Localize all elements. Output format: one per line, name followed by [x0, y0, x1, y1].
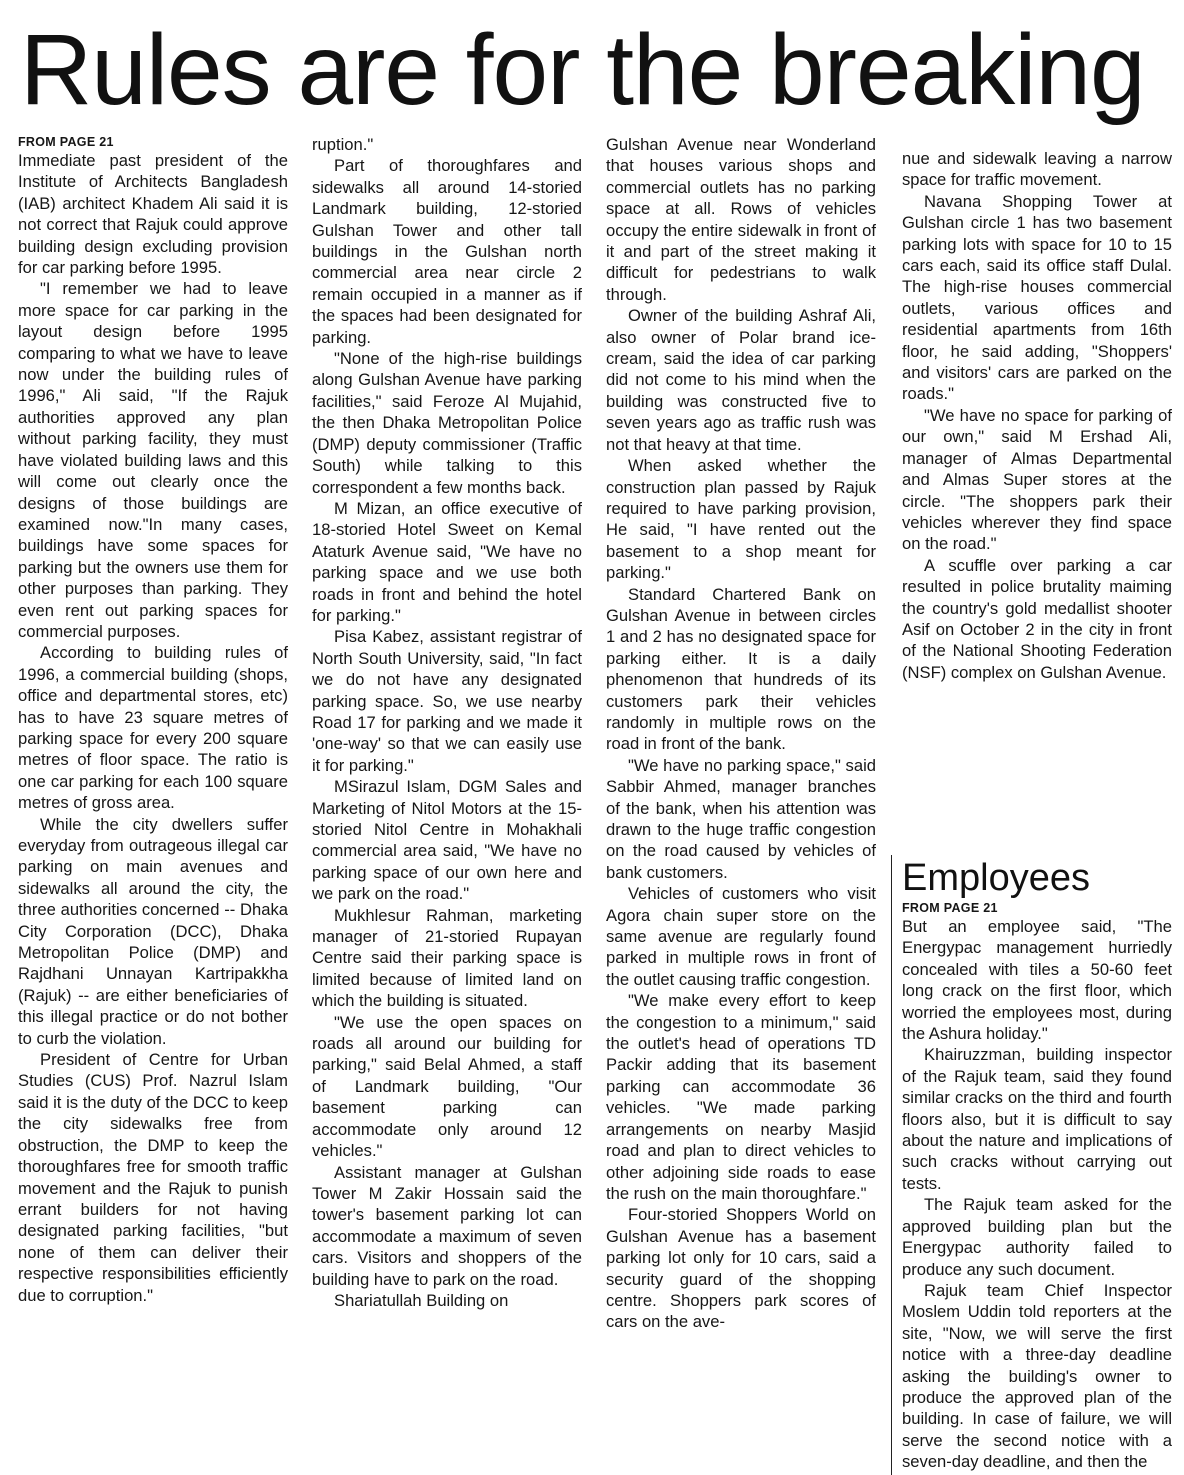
paragraph: Owner of the building Ashraf Ali, also owner of Polar brand ice-cream, said the idea of car parking did not come to his mind when the building was constructed five to seven years ago as traffic rush was not that heavy at that time. [606, 306, 876, 454]
paragraph: "We make every effort to keep the congestion to a minimum," said the outlet's head of operations TD Packir adding that its basement parking can accommodate 36 vehicles. "We made parking arrangements on nearby Masjid road and plan to direct vehicles to other adjoining side roads to ease the rush on the main thoroughfare." [606, 991, 876, 1203]
paragraph: Pisa Kabez, assistant registrar of North South University, said, "In fact we do not have any designated parking space. So, we use nearby Road 17 for parking and we made it 'one-way' so that we can easily use it for parking." [312, 627, 582, 775]
paragraph: According to building rules of 1996, a commercial building (shops, office and departmental stores, etc) has to have 23 square metres of parking space for every 200 square metres of floor space. The ratio is one car parking for each 100 square metres of gross area. [18, 643, 288, 813]
paragraph: President of Centre for Urban Studies (CUS) Prof. Nazrul Islam said it is the duty of the DCC to keep the city sidewalks free from obstruction, the DMP to keep the thoroughfares free for smooth traffic movement and the Rajuk to punish errant builders for not having designated parking facilities, "but none of them can deliver their respective responsibilities efficiently due to corruption." [18, 1050, 288, 1305]
employees-headline: Employees [902, 857, 1090, 899]
paragraph: Rajuk team Chief Inspector Moslem Uddin told reporters at the site, "Now, we will serve the first notice with a three-day deadline asking the building's owner to produce the approved plan of the building. In case of failure, we will serve the second notice with a seven-day deadline, and then the [902, 1280, 1172, 1472]
paragraph: Vehicles of customers who visit Agora chain super store on the same avenue are regularly found parked in multiple rows in front of the outlet causing traffic congestion. [606, 884, 876, 989]
employees-column [902, 900, 1172, 1475]
paragraph: Four-storied Shoppers World on Gulshan Avenue has a basement parking lot only for 10 cars, said a security guard of the shopping centre. Shoppers park scores of cars on the ave- [606, 1205, 876, 1332]
paragraph: "We use the open spaces on roads all around our building for parking," said Belal Ahmed, a staff of Landmark building, "Our basement parking can accommodate only around 12 vehicles." [312, 1012, 582, 1161]
paragraph: While the city dwellers suffer everyday from outrageous illegal car parking on main avenues and sidewalks all around the city, the three authorities concerned -- Dhaka City Corporation (DCC), Dhaka Metropolitan Police (DMP) and Rajdhani Unnayan Kartripakkha (Rajuk) -- are either beneficiaries of this illegal practice or do not bother to curb the violation. [18, 814, 288, 1048]
article-column-4 [902, 148, 1172, 858]
paragraph: When asked whether the construction plan passed by Rajuk required to have parking provision, He said, "I have rented out the basement to a shop meant for parking." [606, 456, 876, 583]
paragraph: "We have no space for parking of our own," said M Ershad Ali, manager of Almas Departmental and Almas Super stores at the circle. "The shoppers park their vehicles wherever they find space on the road." [902, 405, 1172, 554]
paragraph: Navana Shopping Tower at Gulshan circle 1 has two basement parking lots with space for 10 to 15 cars each, said its office staff Dulal. The high-rise houses commercial outlets, various offices and residential apartments from 16th floor, he said adding, "Shoppers' and visitors' cars are parked on the roads." [902, 191, 1172, 404]
paragraph: Assistant manager at Gulshan Tower M Zakir Hossain said the tower's basement parking lot can accommodate a maximum of seven cars. Visitors and shoppers of the building have to park on the road. [312, 1162, 582, 1289]
article-column-1 [18, 134, 288, 1469]
paragraph: "None of the high-rise buildings along Gulshan Avenue have parking facilities," said Feroze Al Mujahid, the then Dhaka Metropolitan Police (DMP) deputy commissioner (Traffic South) while talking to this correspondent a few months back. [312, 349, 582, 497]
article-column-3 [606, 134, 876, 1469]
headline: Rules are for the breaking [20, 14, 1145, 126]
paragraph: But an employee said, "The Energypac management hurriedly concealed with tiles a 50-60 feet long crack on the first floor, which worried the employees most, during the Ashura holiday." [902, 917, 1172, 1044]
paragraph: "We have no parking space," said Sabbir Ahmed, manager branches of the bank, when his attention was drawn to the huge traffic congestion on the road caused by vehicles of bank customers. [606, 755, 876, 882]
paragraph: M Mizan, an office executive of 18-storied Hotel Sweet on Kemal Ataturk Avenue said, "We have no parking space and we use both roads in front and behind the hotel for parking." [312, 498, 582, 625]
paragraph: ruption." [312, 135, 374, 154]
jump-label: FROM PAGE 21 [18, 135, 114, 149]
paragraph: A scuffle over parking a car resulted in police brutality maiming the country's gold medallist shooter Asif on October 2 in the city in front of the National Shooting Federation (NSF) complex on Gulshan Avenue. [902, 555, 1172, 682]
paragraph: Mukhlesur Rahman, marketing manager of 21-storied Rupayan Centre said their parking space is limited because of limited land on which the building is situated. [312, 905, 582, 1011]
paragraph: Standard Chartered Bank on Gulshan Avenue in between circles 1 and 2 has no designated space for parking either. It is a daily phenomenon that hundreds of its customers park their vehicles randomly in multiple rows on the road in front of the bank. [606, 584, 876, 754]
column-divider [891, 855, 892, 1475]
jump-label: FROM PAGE 21 [902, 901, 998, 915]
paragraph: Khairuzzman, building inspector of the Rajuk team, said they found similar cracks on the third and fourth floors also, but it is difficult to say about the nature and implications of such cracks without carrying out tests. [902, 1045, 1172, 1193]
paragraph: nue and sidewalk leaving a narrow space for traffic movement. [902, 149, 1172, 190]
paragraph: "I remember we had to leave more space for car parking in the layout design before 1995 comparing to what we have to leave now under the building rules of 1996," Ali said, "If the Rajuk authorities approved any plan without parking facility, they must have violated building laws and this will come out clearly once the designs of those buildings are examined now."In many cases, buildings have some spaces for parking but the owners use them for other purposes than parking. They even rent out parking spaces for commercial purposes. [18, 279, 288, 641]
paragraph: MSirazul Islam, DGM Sales and Marketing of Nitol Motors at the 15-storied Nitol Centre in Mohakhali commercial area said, "We have no parking space of our own here and we park on the road." [312, 777, 582, 904]
paragraph: Part of thoroughfares and sidewalks all around 14-storied Landmark building, 12-storied Gulshan Tower and other tall buildings in the Gulshan north commercial area near circle 2 remain occupied in a manner as if the spaces had been designated for parking. [312, 156, 582, 347]
paragraph: Shariatullah Building on [334, 1290, 509, 1310]
paragraph: The Rajuk team asked for the approved building plan but the Energypac authority failed to produce any such document. [902, 1195, 1172, 1279]
paragraph: Immediate past president of the Institute of Architects Bangladesh (IAB) architect Khadem Ali said it is not correct that Rajuk could approve building design excluding provision for car parking before 1995. [18, 151, 288, 278]
article-column-2 [312, 134, 582, 1469]
paragraph: Gulshan Avenue near Wonderland that houses various shops and commercial outlets has no parking space at all. Rows of vehicles occupy the entire sidewalk in front of it and part of the street making it difficult for pedestrians to walk through. [606, 135, 876, 304]
